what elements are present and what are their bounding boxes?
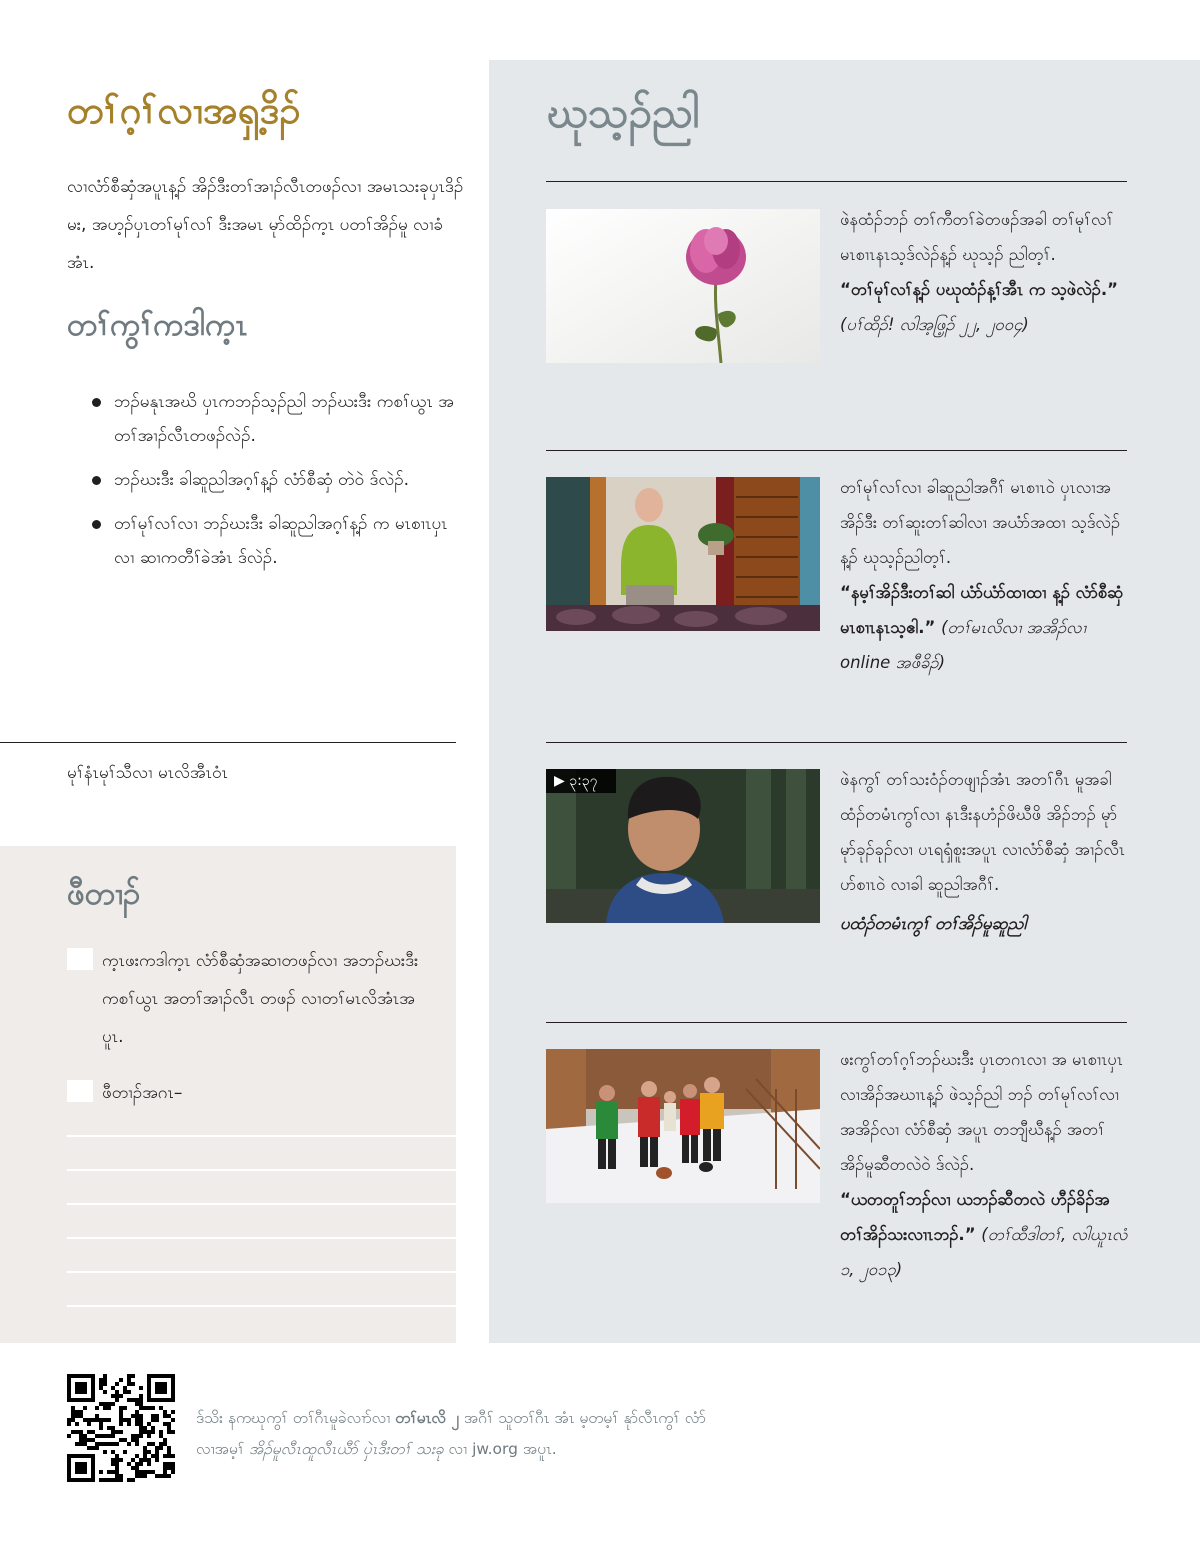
goal-option-label: က့ၤဖးကဒါက့ၤ လံာ်စီဆှံအဆၢတဖၣ်လၢ အဘၣ်ဃးဒီး ကစၢ်ယွၤ အတၢ်အၢၣ်လီၤ တဖၣ် လၢတၢ်မၤလိအံၤအပူၤ.: [102, 951, 419, 1047]
footer-note: ဒ်သိး နကဃုကွၢ် တၢ်ဂီၤမူခဲလၢာ်လၢ တၢ်မၤလိ ၂ အဂီၢ် သူတၢ်ဂီၤ အံၤ မ့တမ့ၢ် နုာ်လီၤကွၢ် လံာ်လၢအမ့ၢ် အိၣ်မူလီၤထူလီၤယီာ် ပှဲၤဒီးတၢ် သးခု လၢ jw.org အပူၤ.: [196, 1409, 706, 1458]
divider: [546, 450, 1127, 451]
article-change: [840, 1042, 1128, 1287]
learn-more-panel: [489, 60, 1200, 1343]
article-hope: [840, 202, 1128, 342]
video-duration: ၃:၃၇: [569, 773, 598, 789]
article-link[interactable]: “နမ့ၢ်အိၣ်ဒီးတၢ်ဆါ ယံာ်ယံာ်ထၢထၢ န့ၣ် လံာ်စီဆှံ မၤစၢၤနၤသ့ဧါ.” (တၢ်မၤလိလၢ အအိၣ်လၢ online အဖီခိၣ်): [840, 583, 1124, 672]
review-questions: [92, 385, 462, 585]
goal-option-2[interactable]: [67, 1074, 427, 1112]
review-question: တၢ်မုၢ်လၢ်လၢ ဘၣ်ဃးဒီး ခါဆူညါအဂ့ၢ်န့ၣ် က မၤစၢၤပှၤလၢ ဆၢကတီၢ်ခဲအံၤ ဒ်လဲၣ်.: [92, 507, 462, 575]
article-body: ဖးကွၢ်တၢ်ဂ့ၢ်ဘၣ်ဃးဒီး ပှၤတဂၤလၢ အ မၤစၢၤပှၤလၢအိၣ်အဃၢၤန့ၣ် ဖဲသ့ၣ်ညါ ဘၣ် တၢ်မုၢ်လၢ်လၢ အအိၣ်လၢ လံာ်စီဆှံ အပူၤ တဘျီဃီန့ၣ် အတၢ်အိၣ်မူဆီတလဲဝဲ ဒ်လဲၣ်.: [840, 1050, 1124, 1174]
left-column: [0, 0, 489, 1343]
write-line[interactable]: [67, 1271, 456, 1273]
qr-code[interactable]: [67, 1374, 175, 1482]
goal-box: [0, 846, 456, 1343]
learn-more-title: ဃုသ့ၣ်ညါ: [547, 88, 700, 137]
article-body: တၢ်မုၢ်လၢ်လၢ ခါဆူညါအဂီၢ် မၤစၢၤဝဲ ပှၤလၢအအိၣ်ဒီး တၢ်ဆူးတၢ်ဆါလၢ အယံာ်အထၢ သ့ဒ်လဲၣ်န့ၣ် ဃုသ့ၣ်ညါတ့ၢ်.: [840, 478, 1121, 567]
write-line[interactable]: [67, 1237, 456, 1239]
video-thumbnail[interactable]: [546, 769, 820, 923]
goal-option-1[interactable]: [67, 942, 427, 1056]
article-video: [840, 762, 1128, 941]
divider: [546, 742, 1127, 743]
review-question: ဘၣ်ဃးဒီး ခါဆူညါအဂ့ၢ်န့ၣ် လံာ်စီဆှံ တဲဝဲ ဒ်လဲၣ်.: [92, 463, 462, 497]
article-link[interactable]: “တၢ်မုၢ်လၢ်န့ၣ် ပဃုထံၣ်န့ၢ်အီၤ က သ့ဖဲလဲၣ်.” (ပၢ်ထိၣ်! လါအ့ဖြ့ၣ် ၂၂, ၂၀၀၄): [840, 280, 1118, 334]
video-link[interactable]: ပထံၣ်တမံၤကွၢ် တၢ်အိၣ်မူဆူညါ: [840, 914, 1027, 933]
divider: [546, 1022, 1127, 1023]
article-link[interactable]: “ယတတူၢ်ဘၣ်လၢ ယဘၣ်ဆီတလဲ ဟီၣ်ခိၣ်အတၢ်အိၣ်သးလၢၤဘၣ်.” (တၢ်ထီဒါတၢ်, လါယူၤလံ ၁, ၂၀၁၃): [840, 1190, 1128, 1279]
write-line[interactable]: [67, 1203, 456, 1205]
main-title: တၢ်ဂ့ၢ်လၢအရှ့ဒိၣ်: [67, 88, 301, 132]
man-window-photo[interactable]: [546, 477, 820, 631]
family-snow-photo[interactable]: [546, 1049, 820, 1203]
divider: [546, 181, 1127, 182]
article-citation: (ပၢ်ထိၣ်! လါအ့ဖြ့ၣ် ၂၂, ၂၀၀၄): [840, 315, 1029, 334]
article-citation: (တၢ်မၤလိလၢ အအိၣ်လၢ online အဖီခိၣ်): [840, 618, 1086, 672]
write-line[interactable]: [67, 1135, 456, 1137]
article-body: ဖဲနကွၢ် တၢ်သးဝံၣ်တဖျၢၣ်အံၤ အတၢ်ဂီၤ မူအခါ ထံၣ်တမံၤကွၢ်လၢ နၤဒီးနဟံၣ်ဖိဃီဖိ အိၣ်ဘၣ် မုာ်မုာ်ခုၣ်ခုၣ်လၢ ပၤရၡံစူးအပူၤ လၢလံာ်စီဆှံ အၢၣ်လီၤပာ်စၢၤဝဲ လၢခါ ဆူညါအဂီၢ်.: [840, 770, 1126, 894]
article-citation: (တၢ်ထီဒါတၢ်, လါယူၤလံ ၁, ၂၀၁၃): [840, 1225, 1128, 1279]
write-line[interactable]: [67, 1305, 456, 1307]
date-studied-label: မုၢ်နံၤမုၢ်သီလၢ မၤလိအီၤဝံၤ: [67, 763, 228, 783]
divider: [0, 742, 456, 743]
checkbox[interactable]: [67, 1080, 93, 1102]
flower-photo[interactable]: [546, 209, 820, 363]
intro-paragraph: လၢလံာ်စီဆှံအပူၤန့ၣ် အိၣ်ဒီးတၢ်အၢၣ်လီၤတဖၣ်လၢ အမၤသးခုပှၤဒိၣ်မး, အဟ့ၣ်ပှၤတၢ်မုၢ်လၢ် ဒီးအမၤ မုာ်ထိၣ်က့ၤ ပတၢ်အိၣ်မူ လၢခံအံၤ.: [67, 177, 464, 273]
article-body: ဖဲနထံၣ်ဘၣ် တၢ်ကီတၢ်ခဲတဖၣ်အခါ တၢ်မုၢ်လၢ် မၤစၢၤနၤသ့ဒ်လဲၣ်န့ၣ် ဃုသ့ၣ် ညါတ့ၢ်.: [840, 210, 1114, 264]
checkbox[interactable]: [67, 948, 93, 970]
review-question: ဘၣ်မနုၤအဃိ ပှၤကဘၣ်သ့ၣ်ညါ ဘၣ်ဃးဒီး ကစၢ်ယွၤ အတၢ်အၢၣ်လီၤတဖၣ်လဲၣ်.: [92, 385, 462, 453]
goal-option-label: ဖီတၢၣ်အဂၤ–: [102, 1083, 183, 1103]
write-line[interactable]: [67, 1169, 456, 1171]
goal-title: ဖီတၢၣ်: [67, 876, 141, 912]
video-play-badge[interactable]: ▶ ၃:၃၇: [546, 769, 616, 793]
review-heading: တၢ်ကွၢ်ကဒါက့ၤ: [67, 307, 248, 343]
article-illness: [840, 470, 1128, 680]
